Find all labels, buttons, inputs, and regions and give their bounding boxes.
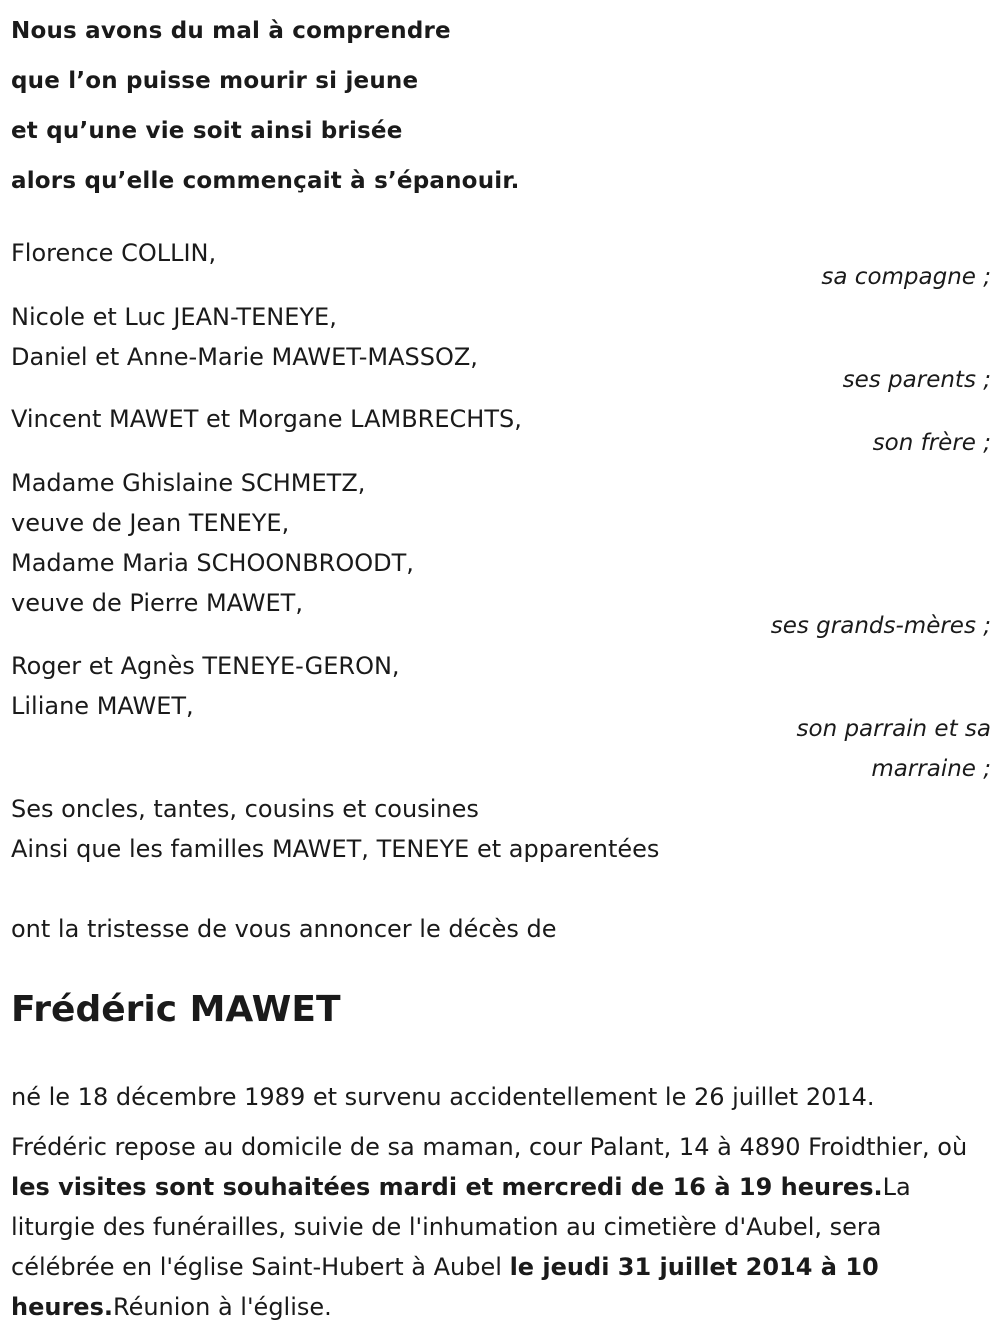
family-name: veuve de Pierre MAWET, (11, 589, 303, 617)
birth-death-line: né le 18 décembre 1989 et survenu accidentellement le 26 juillet 2014. (11, 1083, 875, 1111)
poem-line: alors qu’elle commençait à s’épanouir. (11, 168, 520, 194)
poem (11, 6, 520, 206)
relation-label: sa compagne ; (821, 264, 991, 290)
details-text: La liturgie des funérailles, suivie de l'inhumation au cimetière d'Aubel, sera célébrée en l'église Saint-Hubert à Aubel (11, 1173, 911, 1281)
family-name: Madame Maria SCHOONBROODT, (11, 549, 414, 577)
deceased-name: Frédéric MAWET (11, 989, 341, 1030)
details-text: Frédéric repose au domicile de sa maman, cour Palant, 14 à 4890 Froidthier, où (11, 1133, 968, 1161)
poem-line: et qu’une vie soit ainsi brisée (11, 118, 403, 144)
family-name: Florence COLLIN, (11, 239, 217, 267)
family-name: Liliane MAWET, (11, 692, 194, 720)
extended-family-line: Ainsi que les familles MAWET, TENEYE et apparentées (11, 835, 660, 863)
relation-label: son frère ; (872, 430, 991, 456)
extended-family-line: Ses oncles, tantes, cousins et cousines (11, 795, 479, 823)
announcement: ont la tristesse de vous annoncer le décès de (11, 915, 557, 943)
poem-line: que l’on puisse mourir si jeune (11, 68, 419, 94)
family-name: Daniel et Anne-Marie MAWET-MASSOZ, (11, 343, 478, 371)
family-name: Vincent MAWET et Morgane LAMBRECHTS, (11, 405, 522, 433)
details-text: Réunion à l'église. (112, 1293, 332, 1321)
family-name: Nicole et Luc JEAN-TENEYE, (11, 303, 337, 331)
relation-label: ses grands-mères ; (770, 613, 991, 639)
poem-line: Nous avons du mal à comprendre (11, 18, 451, 44)
family-name: veuve de Jean TENEYE, (11, 509, 290, 537)
visiting-hours: les visites sont souhaitées mardi et mercredi de 16 à 19 heures. (11, 1173, 883, 1201)
funeral-details (11, 1127, 986, 1327)
ceremony-date: le jeudi 31 juillet 2014 à 10 heures. (11, 1253, 879, 1321)
relation-label: ses parents ; (842, 367, 991, 393)
family-name: Madame Ghislaine SCHMETZ, (11, 469, 366, 497)
family-name: Roger et Agnès TENEYE-GERON, (11, 652, 400, 680)
relation-label: marraine ; (871, 756, 991, 782)
relation-label: son parrain et sa (796, 716, 991, 742)
